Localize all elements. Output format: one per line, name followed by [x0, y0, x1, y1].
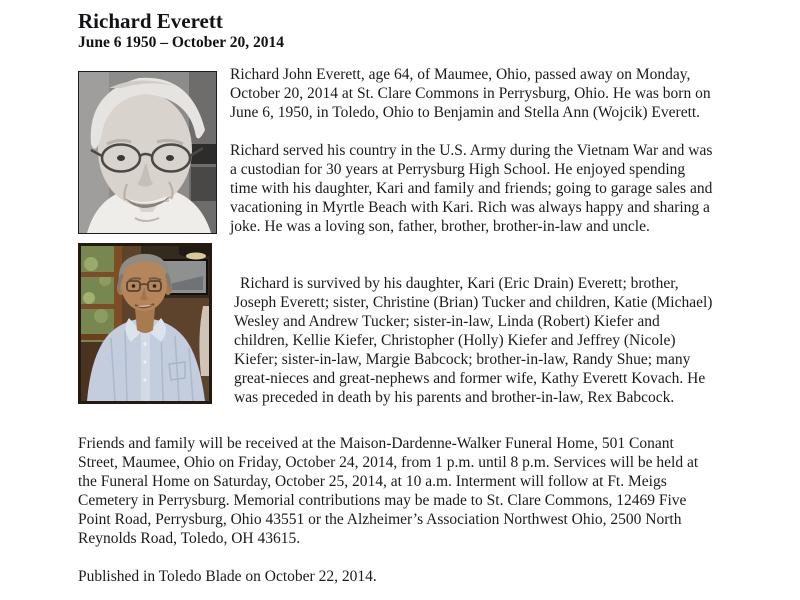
para-intro: Richard John Everett, age 64, of Maumee, Ohio, passed away on Monday, October 20, 2014 at St. Clare Commons in Perrysburg, Ohio. He was born on June 6, 1950, in Toledo, Ohio to Benjamin and Stella Ann (Wojcik) Everett. — [230, 66, 711, 121]
obituary-body — [78, 65, 714, 586]
photo-bw-portrait — [78, 71, 217, 234]
color-portrait-image — [81, 246, 209, 401]
life-dates: June 6 1950 – October 20, 2014 — [78, 34, 284, 51]
para-service-history: Richard served his country in the U.S. Army during the Vietnam War and was a custodian for 30 years at Perrysburg High School. He enjoyed spending time with his daughter, Kari and family and friends; going to garage sales and vacationing in Myrtle Beach with Kari. Rich was always happy and sharing a joke. He was a loving son, father, brother, brother-in-law and uncle. — [230, 142, 713, 235]
para-survived-by: Richard is survived by his daughter, Kari (Eric Drain) Everett; brother, Joseph Everett; sister, Christine (Brian) Tucker and children, Katie (Michael) Wesley and Andrew Tucker; sister-in-law, Linda (Robert) Kiefer and children, Kellie Kiefer, Christopher (Holly) Kiefer and Jeffrey (Nicole) Kiefer; sister-in-law, Margie Babcock; brother-in-law, Randy Shue; many great-nieces and great-nephews and former wife, Kathy Everett Kovach. He was preceded in death by his parents and brother-in-law, Rex Babcock. — [234, 275, 713, 406]
photo-color-portrait — [78, 243, 212, 404]
para-published: Published in Toledo Blade on October 22, 2014. — [78, 568, 377, 585]
para-funeral-services: Friends and family will be received at the Maison-Dardenne-Walker Funeral Home, 501 Conant Street, Maumee, Ohio on Friday, October 24, 2014, from 1 p.m. until 8 p.m. Services will be held at the Funeral Home on Saturday, October 25, 2014, at 10 a.m. Interment will follow at Ft. Meigs Cemetery in Perrysburg. Memorial contributions may be made to St. Clare Commons, 12469 Five Point Road, Perrysburg, Ohio 43551 or the Alzheimer’s Association Northwest Ohio, 2500 North Reynolds Road, Toledo, OH 43615. — [78, 435, 699, 547]
bw-portrait-image — [79, 72, 216, 233]
page-title: Richard Everett — [78, 9, 223, 33]
